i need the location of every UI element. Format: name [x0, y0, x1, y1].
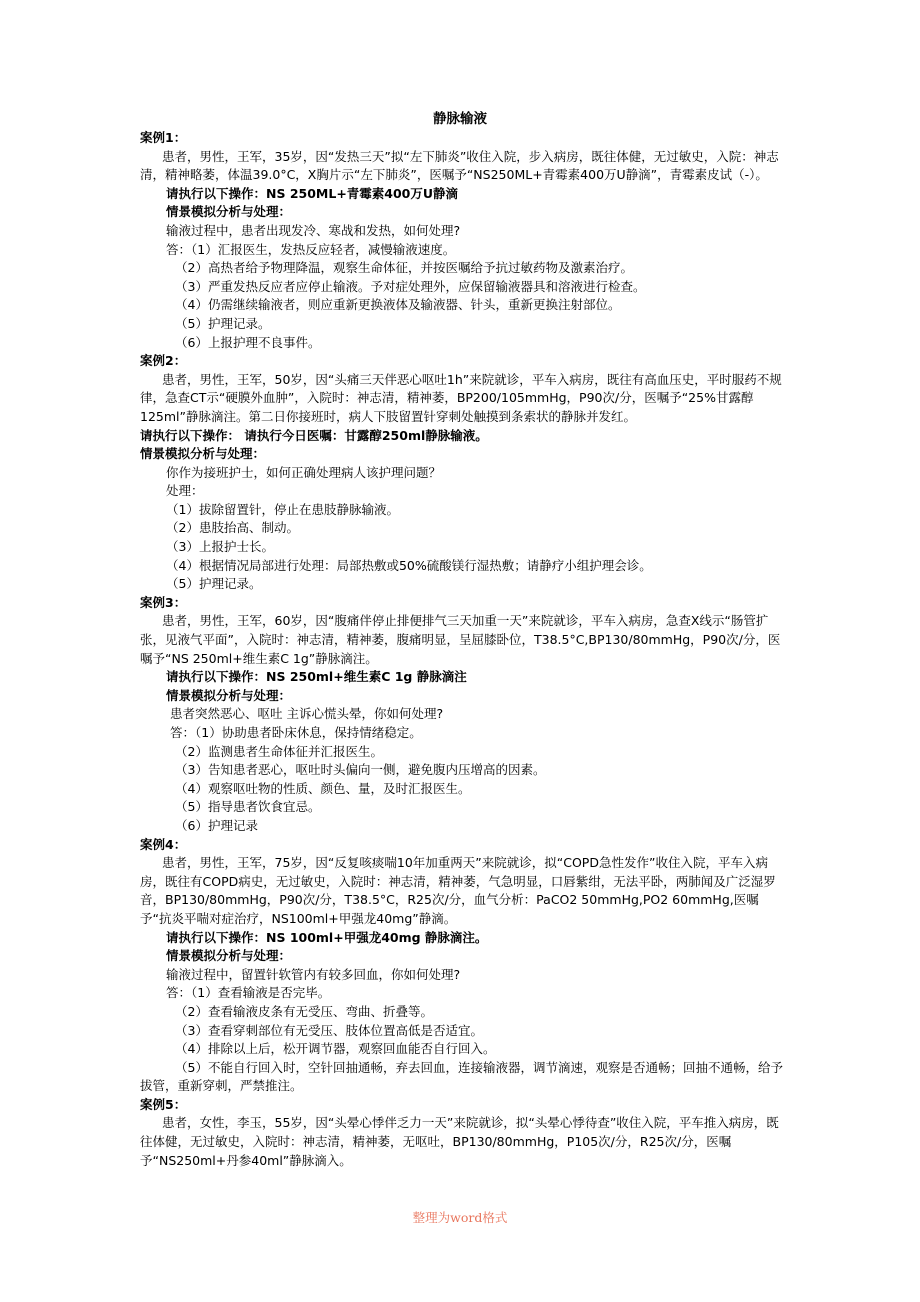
scenario-heading: 情景模拟分析与处理： [140, 446, 266, 462]
scenario-heading: 情景模拟分析与处理： [166, 687, 292, 703]
operation-line: 请执行以下操作：NS 250ml+维生素C 1g 静脉滴注 [166, 669, 467, 685]
answer-line: （2）查看输液皮条有无受压、弯曲、折叠等。 [175, 1003, 433, 1019]
answer-line: （4）排除以上后，松开调节器，观察回血能否自行回入。 [175, 1041, 496, 1057]
scenario-heading: 情景模拟分析与处理： [166, 948, 292, 964]
case-heading: 案例4： [140, 836, 187, 852]
case-heading: 案例5： [140, 1096, 187, 1112]
answer-line: 答：（1）协助患者卧床休息，保持情绪稳定。 [170, 725, 422, 740]
question-line: 输液过程中，留置针软管内有较多回血，你如何处理? [166, 966, 461, 982]
question-line: 你作为接班护士，如何正确处理病人该护理问题？ [166, 464, 442, 480]
answer-line: （2）监测患者生命体征并汇报医生。 [175, 743, 383, 759]
answer-line: （2）患肢抬高、制动。 [166, 520, 299, 536]
answer-line: （3）告知患者恶心，呕吐时头偏向一侧，避免腹内压增高的因素。 [175, 762, 546, 778]
answer-line: （3）严重发热反应者应停止输液。予对症处理外，应保留输液器具和溶液进行检查。 [175, 278, 646, 294]
answer-line: （3）查看穿刺部位有无受压、肢体位置高低是否适宜。 [175, 1022, 483, 1038]
case-paragraph: 患者，男性，王军，75岁，因“反复咳痰喘10年加重两天”来院就诊，拟“COPD急性发作”收住入院，平车入病房，既往有COPD病史，无过敏史，入院时：神志清，精神萎，气急明显，口唇紫绀，无法平卧，两肺闻及广泛湿罗音，BP130/80mmHg，P90次/分，T38.5°C，R25次/分，血气分析：PaCO2 50mmHg,PO2 60mmHg,医嘱予“抗炎平喘对症治疗，NS100ml+甲强龙40mg”静滴。 [140, 855, 776, 926]
scenario-heading: 情景模拟分析与处理： [166, 204, 292, 220]
case-paragraph: 患者，男性，王军，50岁，因“头痛三天伴恶心呕吐1h”来院就诊，平车入病房，既往有高血压史，平时服药不规律，急查CT示“硬膜外血肿”，入院时：神志清，精神萎，BP200/105mmHg，P90次/分，医嘱予“25%甘露醇125ml”静脉滴注。第二日你接班时，病人下肢留置针穿刺处触摸到条索状的静脉并发红。 [140, 371, 782, 424]
answer-line: （6）上报护理不良事件。 [175, 334, 321, 350]
answer-line: （3）上报护士长。 [166, 539, 274, 555]
answer-line: 答：（1）查看输液是否完毕。 [166, 985, 331, 1001]
page-title: 静脉输液 [433, 111, 487, 127]
case-paragraph: 患者，女性，李玉，55岁，因“头晕心悸伴乏力一天”来院就诊，拟“头晕心悸待查”收住入院，平车推入病房，既往体健，无过敏史，入院时：神志清，精神萎，无呕吐，BP130/80mmHg，P105次/分，R25次/分，医嘱予“NS250ml+丹参40ml”静脉滴入。 [140, 1115, 779, 1168]
answer-line: （2）高热者给予物理降温，观察生命体征，并按医嘱给予抗过敏药物及激素治疗。 [175, 260, 633, 276]
answer-line: （5）不能自行回入时，空针回抽通畅，弃去回血，连接输液器，调节滴速，观察是否通畅；回抽不通畅，给予拔管，重新穿刺，严禁推注。 [140, 1059, 783, 1094]
operation-line: 请执行以下操作：NS 100ml+甲强龙40mg 静脉滴注。 [166, 929, 488, 945]
question-line: 患者突然恶心、呕吐 主诉心慌头晕，你如何处理? [170, 706, 444, 722]
question-line: 输液过程中，患者出现发冷、寒战和发热，如何处理? [166, 222, 461, 238]
footer-note: 整理为word格式 [412, 1210, 508, 1225]
operation-line: 请执行以下操作： 请执行今日医嘱：甘露醇250ml静脉输液。 [140, 427, 488, 443]
case-heading: 案例3： [140, 594, 187, 610]
answer-line: （4）根据情况局部进行处理：局部热敷或50%硫酸镁行湿热敷；请静疗小组护理会诊。 [166, 557, 652, 573]
case-paragraph: 患者，男性，王军，60岁，因“腹痛伴停止排便排气三天加重一天”来院就诊，平车入病房，急查X线示“肠管扩张，见液气平面”，入院时：神志清，精神萎，腹痛明显，呈屈膝卧位，T38.5°C,BP130/80mmHg，P90次/分，医嘱予“NS 250ml+维生素C 1g”静脉滴注。 [140, 613, 781, 666]
answer-line: 处理： [166, 483, 204, 499]
answer-line: （5）护理记录。 [175, 315, 271, 331]
case-paragraph: 患者，男性，王军，35岁，因“发热三天”拟“左下肺炎”收住入院，步入病房，既往体健，无过敏史，入院：神志清，精神略萎，体温39.0°C，X胸片示“左下肺炎”，医嘱予“NS250ML+青霉素400万U静滴”，青霉素皮试（-）。 [140, 148, 779, 183]
case-heading: 案例2： [140, 353, 187, 369]
answer-line: （5）护理记录。 [166, 576, 262, 592]
document-body [140, 129, 788, 1170]
answer-line: （1）拔除留置针，停止在患肢静脉输液。 [166, 501, 399, 517]
operation-line: 请执行以下操作：NS 250ML+青霉素400万U静滴 [166, 185, 459, 201]
answer-line: （6）护理记录 [175, 817, 258, 833]
answer-line: （5）指导患者饮食宜忌。 [175, 799, 321, 815]
case-heading: 案例1： [140, 130, 187, 145]
answer-line: 答：（1）汇报医生，发热反应轻者，减慢输液速度。 [166, 241, 456, 257]
answer-line: （4）观察呕吐物的性质、颜色、量，及时汇报医生。 [175, 780, 471, 796]
answer-line: （4）仍需继续输液者，则应重新更换液体及输液器、针头，重新更换注射部位。 [175, 297, 621, 313]
